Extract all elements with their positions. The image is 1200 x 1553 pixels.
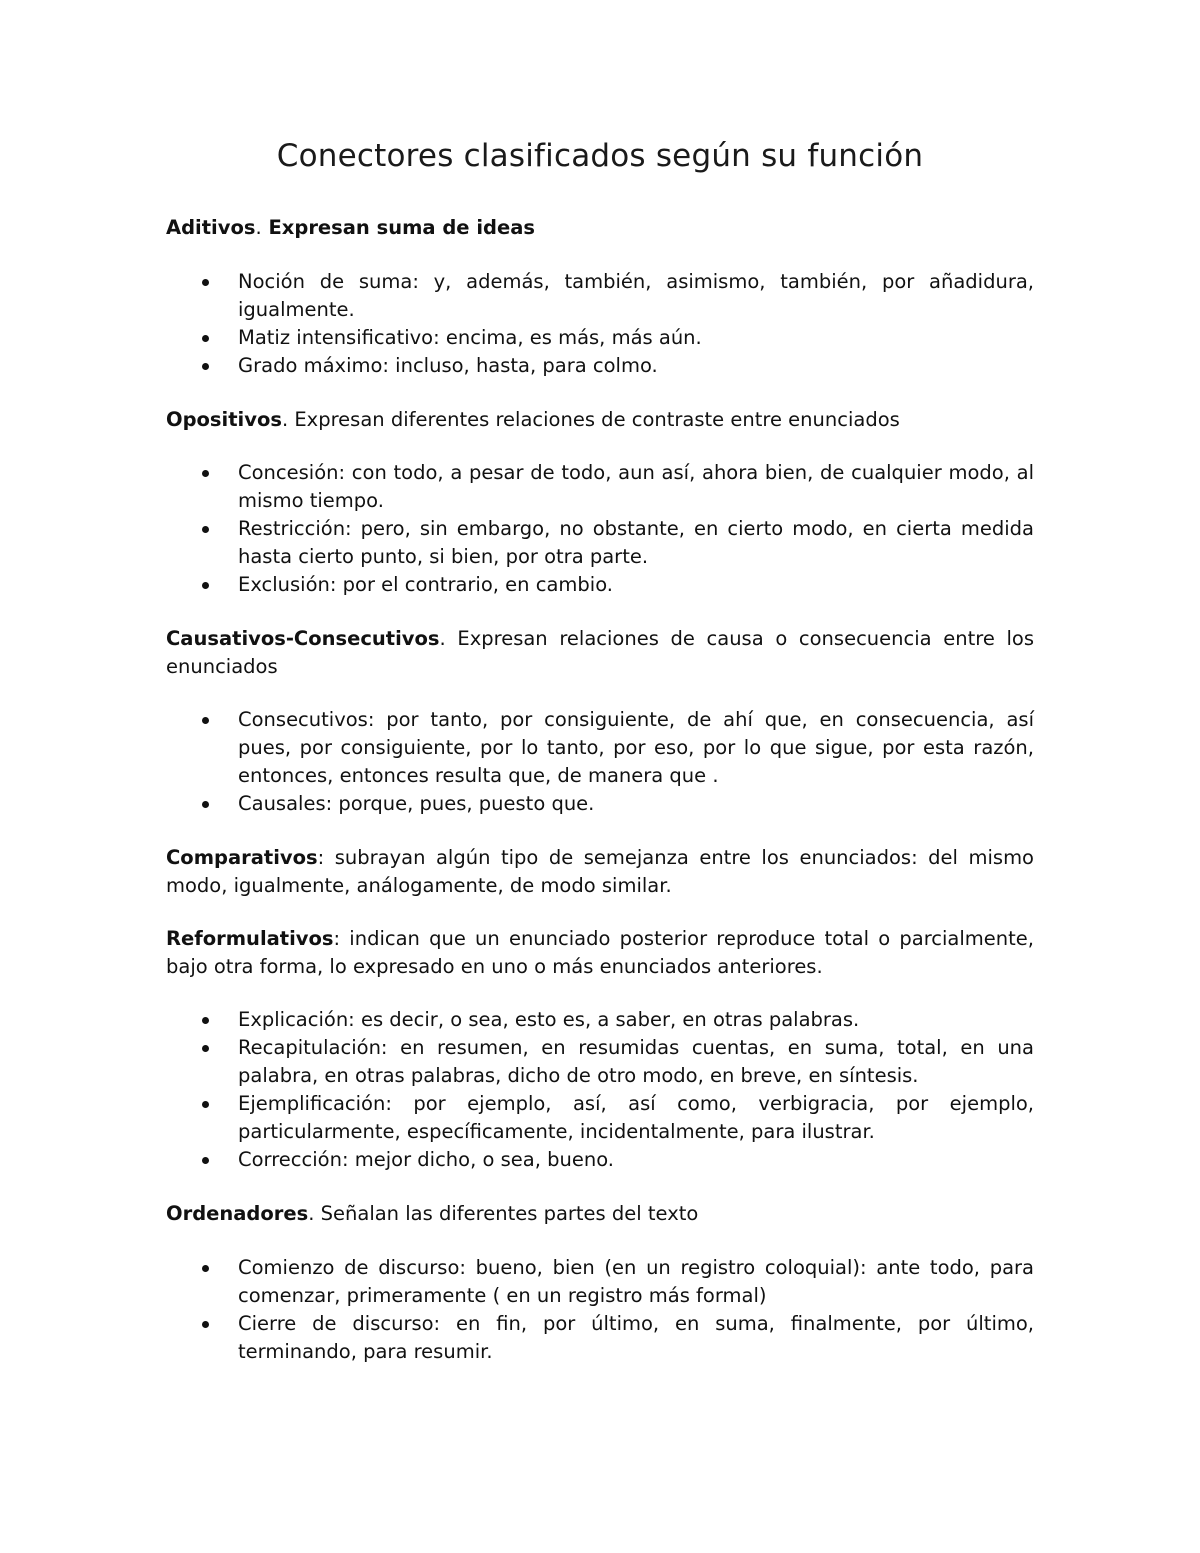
list-item-text: Concesión: con todo, a pesar de todo, aun así, ahora bien, de cualquier modo, al mismo tiempo.: [238, 461, 1034, 512]
section-heading: [166, 214, 1034, 242]
list-item: [166, 1146, 1034, 1174]
bullet-icon: [202, 526, 209, 533]
list-item: [166, 790, 1034, 818]
section-opositivos: [166, 406, 1034, 600]
section-name: Comparativos: [166, 846, 318, 869]
section-aditivos: [166, 214, 1034, 380]
bullet-icon: [202, 1321, 209, 1328]
bullet-icon: [202, 582, 209, 589]
list-item-text: Matiz intensificativo: encima, es más, más aún.: [238, 325, 702, 349]
list-item-text: Corrección: mejor dicho, o sea, bueno.: [238, 1148, 614, 1171]
list-item: [166, 1006, 1034, 1034]
list-item: [166, 515, 1034, 571]
section-comparativos: [166, 844, 1034, 899]
bullet-icon: [202, 279, 209, 286]
bullet-icon: [202, 1045, 209, 1052]
section-name: Reformulativos: [166, 927, 334, 950]
document-title: Conectores clasificados según su función: [276, 138, 924, 174]
list-item: [166, 1310, 1034, 1366]
section-name: Causativos-Consecutivos: [166, 627, 440, 650]
list-item-text: Exclusión: por el contrario, en cambio.: [238, 573, 613, 596]
bullet-icon: [202, 1101, 209, 1108]
connector-list: [166, 459, 1034, 599]
bullet-icon: [202, 1157, 209, 1164]
bullet-icon: [202, 363, 209, 370]
list-item: [166, 1254, 1034, 1310]
sections-container: [166, 214, 1034, 1366]
section-ordenadores: [166, 1200, 1034, 1366]
list-item: [166, 571, 1034, 599]
section-heading: [166, 406, 1034, 434]
section-punctuation: .: [255, 216, 262, 239]
list-item: [166, 268, 1034, 324]
section-punctuation: :: [317, 846, 325, 869]
list-item: [166, 324, 1034, 352]
list-item-text: Explicación: es decir, o sea, esto es, a saber, en otras palabras.: [238, 1008, 860, 1031]
list-item-text: Causales: porque, pues, puesto que.: [238, 792, 595, 815]
bullet-icon: [202, 801, 209, 808]
section-description: Expresan diferentes relaciones de contraste entre enunciados: [288, 407, 900, 431]
section-description: subrayan algún tipo de semejanza entre los enunciados: del mismo modo, igualmente, análogamente, de modo similar.: [166, 846, 1034, 897]
section-description: Expresan relaciones de causa o consecuencia entre los enunciados: [166, 627, 1034, 678]
section-description: Señalan las diferentes partes del texto: [314, 1202, 699, 1225]
list-item-text: Comienzo de discurso: bueno, bien (en un registro coloquial): ante todo, para comenzar, primeramente ( en un registro más formal): [238, 1255, 1034, 1307]
bullet-icon: [202, 1017, 209, 1024]
section-heading: [166, 625, 1034, 680]
connector-list: [166, 1006, 1034, 1174]
connector-list: [166, 1254, 1034, 1366]
bullet-icon: [202, 1265, 209, 1272]
bullet-icon: [202, 335, 209, 342]
section-name: Aditivos: [166, 216, 256, 239]
section-punctuation: .: [308, 1202, 315, 1225]
section-punctuation: :: [333, 927, 341, 950]
list-item: [166, 459, 1034, 515]
list-item-text: Cierre de discurso: en fin, por último, en suma, finalmente, por último, terminando, para resumir.: [238, 1311, 1034, 1363]
section-reformulativos: [166, 925, 1034, 1174]
section-heading: [166, 1200, 1034, 1228]
section-description: Expresan suma de ideas: [261, 216, 535, 239]
section-name: Opositivos: [166, 407, 282, 431]
section-punctuation: .: [281, 407, 289, 431]
list-item: [166, 706, 1034, 790]
bullet-icon: [202, 717, 209, 724]
connector-list: [166, 268, 1034, 380]
list-item-text: Noción de suma: y, además, también, asimismo, también, por añadidura, igualmente.: [238, 269, 1034, 321]
document-page: [166, 138, 1034, 1392]
connector-list: [166, 706, 1034, 818]
list-item: [166, 352, 1034, 380]
list-item-text: Recapitulación: en resumen, en resumidas cuentas, en suma, total, en una palabra, en otras palabras, dicho de otro modo, en breve, en síntesis.: [238, 1036, 1034, 1087]
list-item: [166, 1090, 1034, 1146]
section-punctuation: .: [439, 627, 446, 650]
list-item-text: Ejemplificación: por ejemplo, así, así como, verbigracia, por ejemplo, particularmente, específicamente, incidentalmente, para ilustrar.: [238, 1092, 1034, 1143]
bullet-icon: [202, 470, 209, 477]
list-item-text: Restricción: pero, sin embargo, no obstante, en cierto modo, en cierta medida hasta cierto punto, si bien, por otra parte.: [238, 517, 1034, 568]
section-heading: [166, 925, 1034, 980]
list-item-text: Grado máximo: incluso, hasta, para colmo.: [238, 353, 658, 377]
section-causativos-consecutivos: [166, 625, 1034, 818]
section-name: Ordenadores: [166, 1202, 309, 1225]
section-description: indican que un enunciado posterior reproduce total o parcialmente, bajo otra forma, lo expresado en uno o más enunciados anteriores.: [166, 927, 1034, 978]
section-heading: [166, 844, 1034, 899]
list-item: [166, 1034, 1034, 1090]
list-item-text: Consecutivos: por tanto, por consiguiente, de ahí que, en consecuencia, así pues, por consiguiente, por lo tanto, por eso, por lo que sigue, por esta razón, entonces, entonces resulta que, de manera que .: [238, 708, 1034, 787]
